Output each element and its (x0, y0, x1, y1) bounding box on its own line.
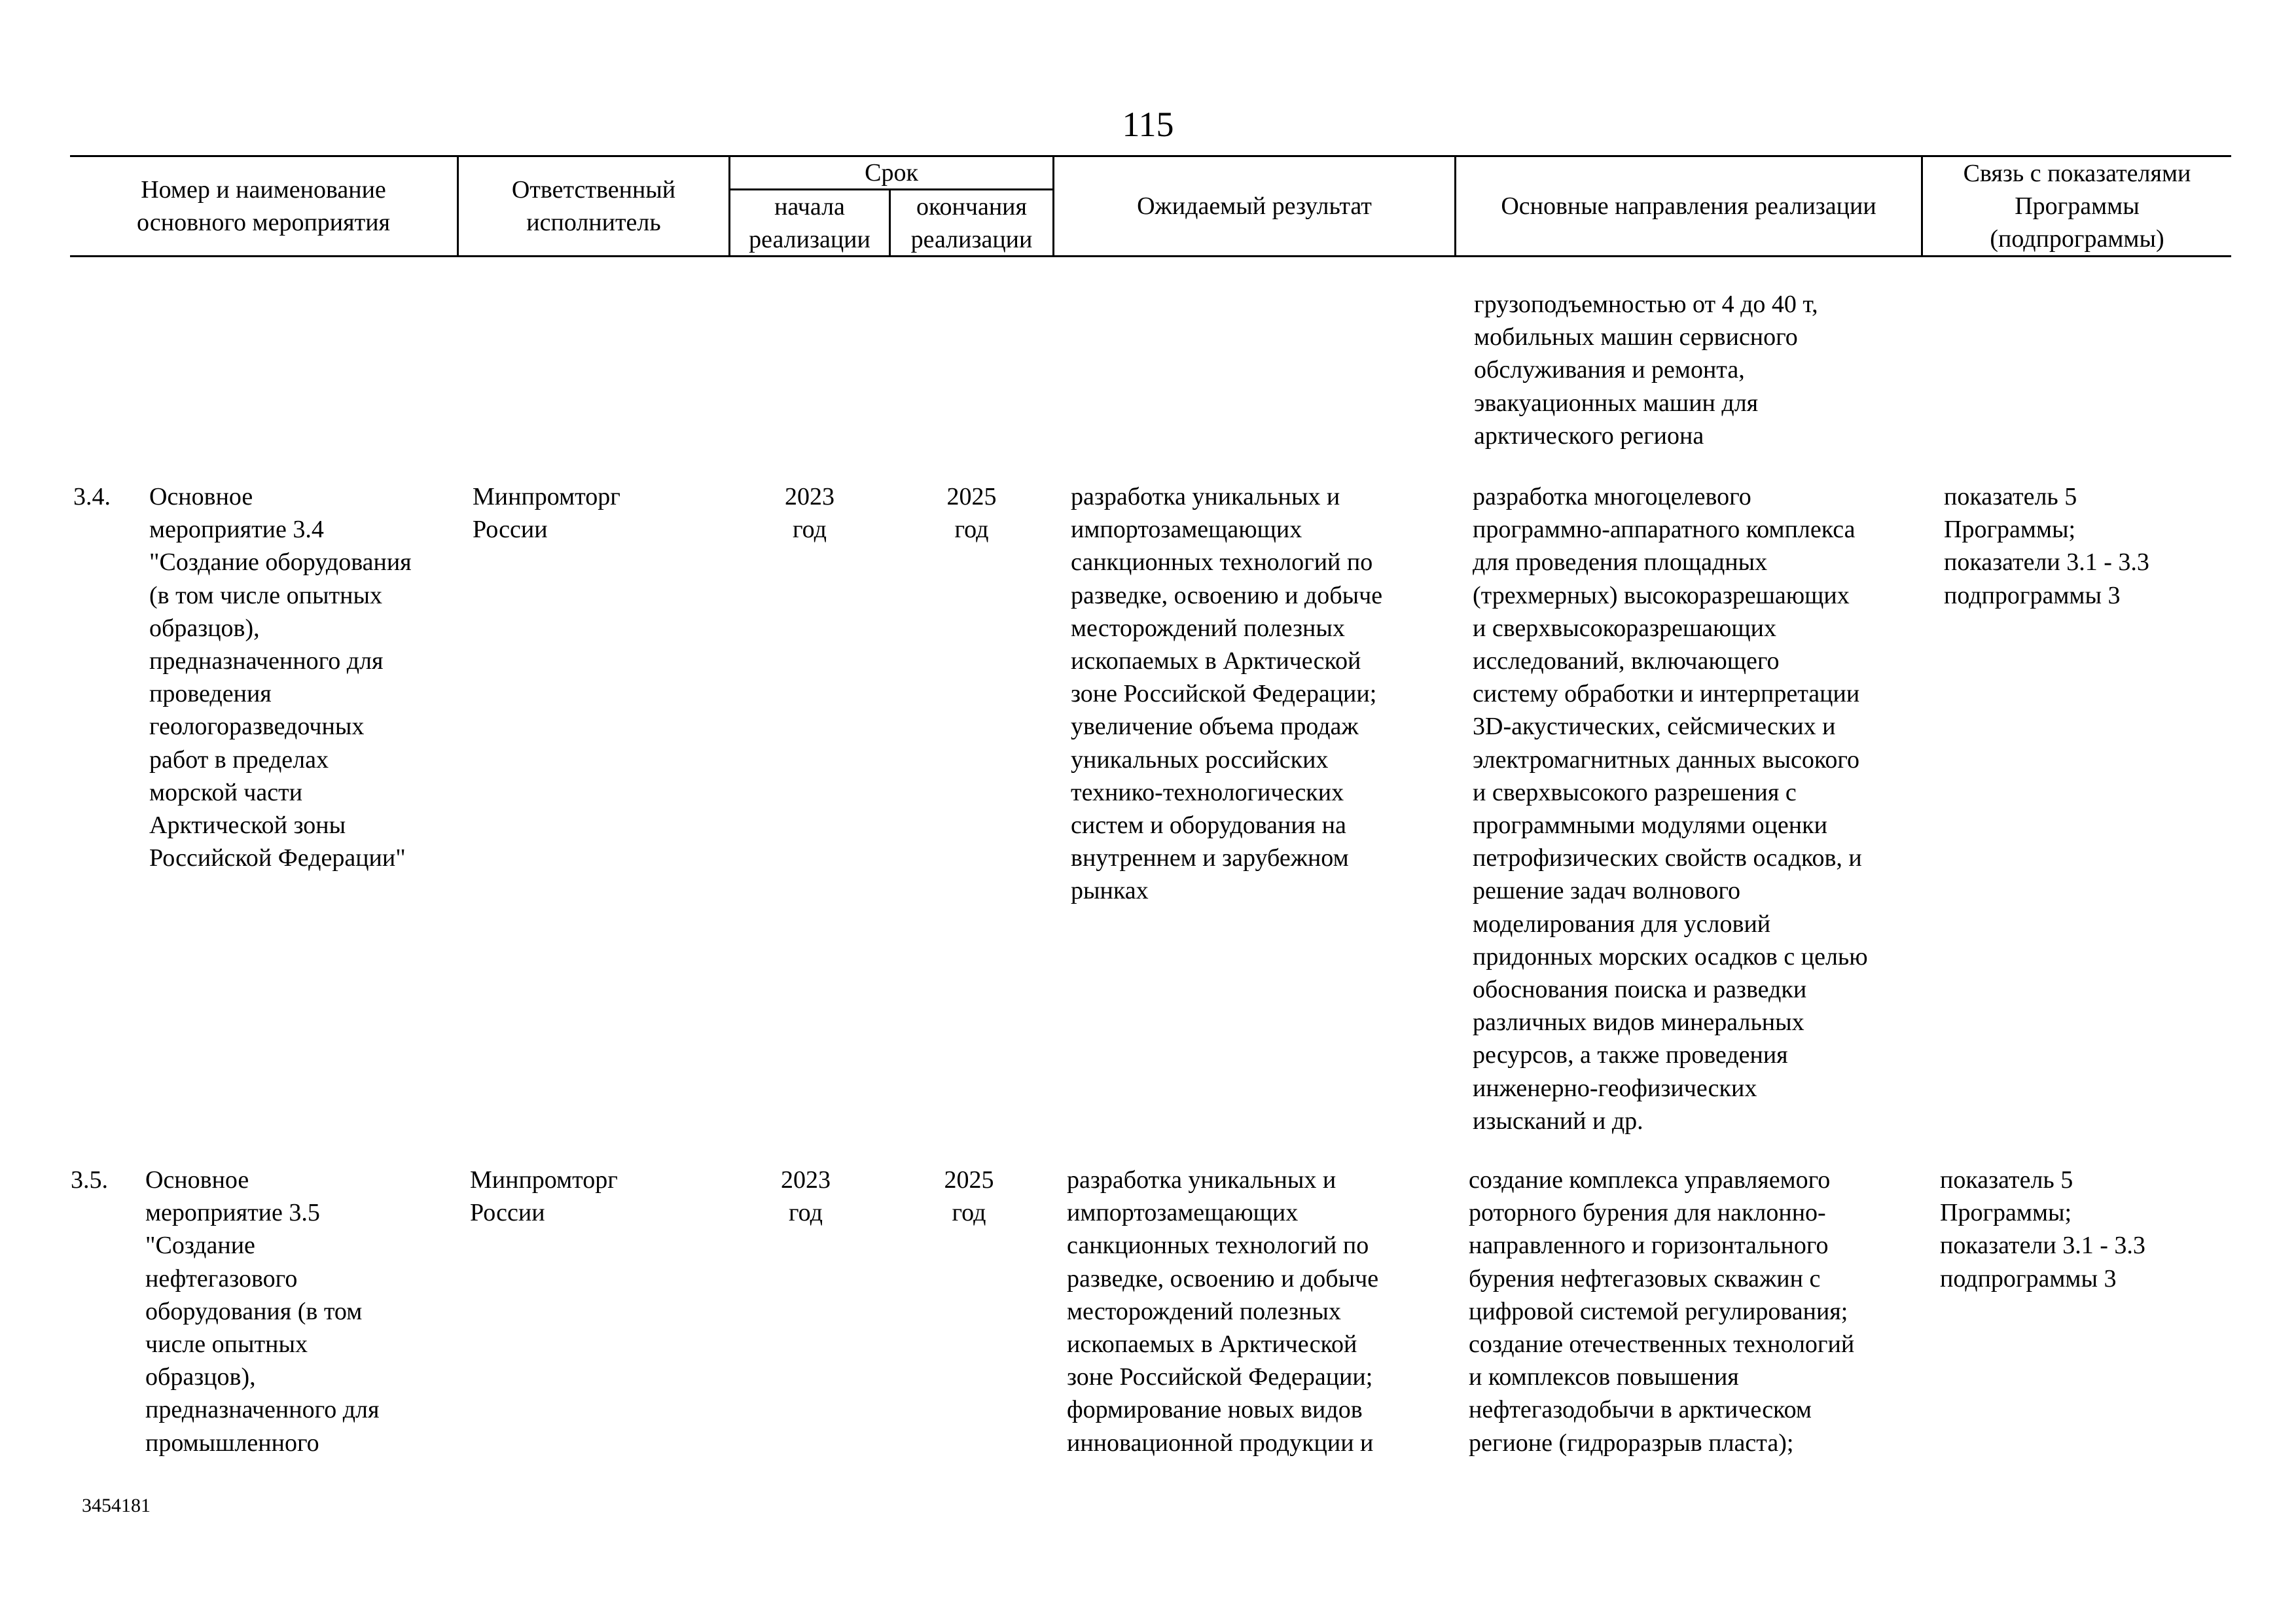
row-end: 2025 год (944, 1166, 994, 1227)
row-link: показатель 5 Программы; показатели 3.1 - 3.3 подпрограммы 3 (1940, 1166, 2145, 1293)
header-col-start: начала реализации (749, 192, 870, 253)
header-col-term: Срок (865, 159, 918, 187)
row-result: разработка уникальных и импортозамещающих санкционных технологий по разведке, освоению и добыче месторождений полезных ископаемых в Арктической зоне Российской Федерации; увеличение объема продаж уникальных российских технико-технологических систем и оборудования на внутреннем и зарубежном рынках (1071, 483, 1383, 905)
row-responsible: Минпромторг России (473, 483, 620, 544)
row-end: 2025 год (946, 483, 997, 544)
row-directions: разработка многоцелевого программно-аппаратного комплекса для проведения площадных (трехмерных) высокоразрешающих и сверхвысокоразрешающих исследований, включающего систему обработки и интерпретации 3D-акустических, сейсмических и электромагнитных данных высокого и сверхвысокого разрешения с программными модулями оценки петрофизических свойств осадков, и решение задач волнового моделирования для условий придонных морских осадков с целью обоснования поиска и разведки различных видов минеральных ресурсов, а также проведения инженерно-геофизических изысканий и др. (1473, 483, 1868, 1135)
row-number: 3.4. (73, 483, 111, 510)
row-link: показатель 5 Программы; показатели 3.1 - 3.3 подпрограммы 3 (1944, 483, 2149, 609)
row-name: Основное мероприятие 3.5 "Создание нефтегазового оборудования (в том числе опытных образцов), предназначенного для промышленного (145, 1166, 380, 1457)
header-col-directions: Основные направления реализации (1501, 192, 1876, 220)
header-col-result: Ожидаемый результат (1137, 192, 1372, 220)
row-number: 3.5. (71, 1166, 108, 1194)
page-number: 115 (1122, 105, 1174, 144)
row-result: разработка уникальных и импортозамещающих санкционных технологий по разведке, освоению и добыче месторождений полезных ископаемых в Арктической зоне Российской Федерации; формирование новых видов инновационной продукции и (1067, 1166, 1379, 1457)
document-id: 3454181 (82, 1495, 151, 1516)
row-name: Основное мероприятие 3.4 "Создание оборудования (в том числе опытных образцов), предназначенного для проведения геологоразведочных работ в пределах морской части Арктической зоны Российской Федерации" (149, 483, 412, 872)
row-start: 2023 год (781, 1166, 831, 1227)
continuation-directions: грузоподъемностью от 4 до 40 т, мобильных машин сервисного обслуживания и ремонта, эвакуационных машин для арктического региона (1474, 291, 1818, 450)
header-col-link: Связь с показателями Программы (подпрограммы) (1963, 160, 2191, 253)
row-responsible: Минпромторг России (470, 1166, 618, 1227)
header-col-responsible: Ответственный исполнитель (511, 176, 676, 236)
header-col-end: окончания реализации (910, 192, 1033, 253)
header-bottom-rule (70, 255, 2231, 257)
row-directions: создание комплекса управляемого роторного бурения для наклонно- направленного и горизонтального бурения нефтегазовых скважин с цифровой системой регулирования; создание отечественных технологий и комплексов повышения нефтегазодобычи в арктическом регионе (гидроразрыв пласта); (1469, 1166, 1855, 1457)
header-col-name: Номер и наименование основного мероприятия (136, 176, 391, 236)
row-start: 2023 год (785, 483, 834, 544)
